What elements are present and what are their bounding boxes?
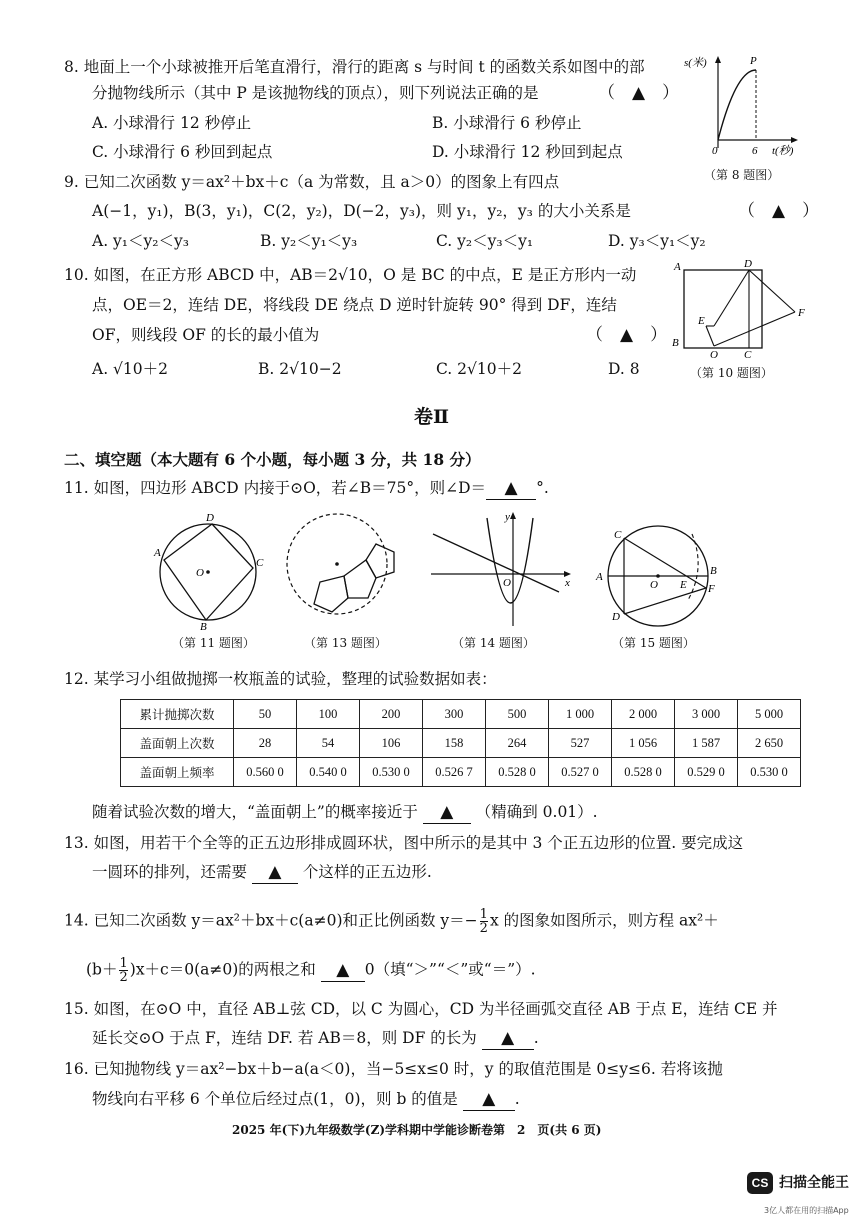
- q13-line2: [92, 861, 432, 884]
- q15-line2: [92, 1027, 539, 1050]
- q12-table-cell: 106: [360, 729, 423, 758]
- q13-pentagon-3: [314, 576, 348, 612]
- q12-table-cell: 3 000: [675, 700, 738, 729]
- q15-label-d: D: [612, 611, 620, 623]
- q10-figure: [670, 258, 812, 364]
- q11-label-d: D: [206, 512, 214, 524]
- q8-y-label: s(米): [684, 57, 707, 69]
- section2-title: 卷Ⅱ: [414, 406, 450, 428]
- q10-line3: OF，则线段 OF 的长的最小值为: [92, 326, 320, 344]
- q12-table-cell: 2 650: [738, 729, 801, 758]
- q12-table-cell: 100: [297, 700, 360, 729]
- q14-line1-post: x 的图象如图所示，则方程 ax²＋: [489, 911, 719, 930]
- q10-line1: 10. 如图，在正方形 ABCD 中，AB＝2√10，O 是 BC 的中点，E 是正方形内一动: [64, 266, 637, 284]
- q12-table-cell: 527: [549, 729, 612, 758]
- q9-line2: A(−1，y₁)，B(3，y₁)，C(2，y₂)，D(−2，y₃)，则 y₁，y₂，y₃ 的大小关系是: [92, 202, 631, 220]
- q9-option-a: A. y₁＜y₂＜y₃: [92, 232, 189, 250]
- q12-table-cell: 0.528 0: [486, 758, 549, 787]
- scanner-app-name: 扫描全能王: [779, 1175, 849, 1191]
- q10-label-b: B: [672, 337, 679, 349]
- q11-stem: 11. 如图，四边形 ABCD 内接于⊙O，若∠B＝75°，则∠D＝: [64, 479, 487, 497]
- q12-table-cell: 0.540 0: [297, 758, 360, 787]
- q8-x-label: t(秒): [772, 145, 794, 157]
- q12-table-cell: 158: [423, 729, 486, 758]
- q12-table-cell: 264: [486, 729, 549, 758]
- q8-option-b: B. 小球滑行 6 秒停止: [432, 114, 582, 132]
- q14-x-label: x: [565, 577, 570, 589]
- q12-table-row: [121, 700, 801, 729]
- q14-fraction-2: [119, 957, 127, 984]
- q15-blank: ▲: [482, 1027, 534, 1050]
- q14-line2-pre: (b＋: [86, 960, 118, 979]
- q14-line2-post: 0（填“＞”“＜”或“＝”）.: [364, 960, 536, 979]
- q12-table-cell: 0.528 0: [612, 758, 675, 787]
- q16-line1: 16. 已知抛物线 y＝ax²−bx＋b−a(a＜0)，当−5≤x≤0 时，y 的取值范围是 0≤y≤6. 若将该抛: [64, 1060, 723, 1078]
- q11-suffix: °.: [536, 479, 549, 497]
- q11-label-b: B: [200, 621, 207, 630]
- q11-label-o: O: [196, 567, 204, 579]
- q9-option-d: D. y₃＜y₁＜y₂: [608, 232, 706, 250]
- q15-label-a: A: [596, 571, 603, 583]
- q12-table-cell: 50: [234, 700, 297, 729]
- q8-parabola: [718, 70, 756, 140]
- q12-row-label: 盖面朝上频率: [121, 758, 234, 787]
- scanner-logo: CS: [747, 1172, 773, 1194]
- q12-blank: ▲: [423, 801, 471, 824]
- q12-text: 12. 某学习小组做抛掷一枚瓶盖的试验，整理的试验数据如表：: [64, 670, 497, 688]
- q12-table-row: [121, 758, 801, 787]
- q12-follow-post: （精确到 0.01）.: [475, 803, 598, 821]
- q8-option-c: C. 小球滑行 6 秒回到起点: [92, 143, 273, 161]
- q12-table-cell: 28: [234, 729, 297, 758]
- q10-answer-slot: （ ▲ ）: [586, 325, 668, 345]
- q12-table-cell: 1 000: [549, 700, 612, 729]
- q14-frac2-num: 1: [119, 956, 128, 971]
- q9-option-b: B. y₂＜y₁＜y₃: [260, 232, 358, 250]
- q16-line2-post: .: [514, 1090, 520, 1108]
- q12-table-cell: 54: [297, 729, 360, 758]
- q15-label-o: O: [650, 579, 658, 591]
- q12-table-cell: 500: [486, 700, 549, 729]
- q14-line1-pre: 14. 已知二次函数 y＝ax²＋bx＋c(a≠0)和正比例函数 y＝−: [64, 911, 478, 930]
- q14-parabola: [487, 518, 533, 603]
- q15-line2-pre: 延长交⊙O 于点 F，连结 DF. 若 AB＝8，则 DF 的长为: [92, 1029, 477, 1047]
- q12-table-cell: 1 587: [675, 729, 738, 758]
- page-footer: 2025 年(下)九年级数学(Z)学科期中学能诊断卷第 2 页(共 6 页): [232, 1123, 602, 1137]
- q8-line1: 8. 地面上一个小球被推开后笔直滑行，滑行的距离 s 与时间 t 的函数关系如图中的部: [64, 58, 645, 76]
- q10-label-o: O: [710, 349, 718, 361]
- q10-option-b: B. 2√10−2: [258, 360, 342, 378]
- q12-table-cell: 0.529 0: [675, 758, 738, 787]
- q14-figure: [425, 508, 575, 630]
- q15-line2-post: .: [533, 1029, 539, 1047]
- q15-label-e: E: [680, 579, 687, 591]
- q13-fig-caption: （第 13 题图）: [304, 636, 387, 650]
- q16-line2-pre: 物线向右平移 6 个单位后经过点(1，0)，则 b 的值是: [92, 1090, 458, 1108]
- q10-label-c: C: [744, 349, 752, 361]
- q14-frac-den: 2: [479, 921, 488, 936]
- q11-figure: [148, 508, 273, 630]
- q14-blank: ▲: [321, 959, 365, 982]
- q14-fig-caption: （第 14 题图）: [452, 636, 535, 650]
- q10-line2: 点，OE＝2，连结 DE，将线段 DE 绕点 D 逆时针旋转 90° 得到 DF，连结: [92, 296, 617, 314]
- q11-blank: ▲: [486, 477, 536, 500]
- q12-table-cell: 200: [360, 700, 423, 729]
- q9-answer-slot: （ ▲ ）: [738, 201, 820, 221]
- q8-line2: 分抛物线所示（其中 P 是该抛物线的顶点），则下列说法正确的是: [92, 84, 539, 102]
- q15-fig-caption: （第 15 题图）: [612, 636, 695, 650]
- q12-table-cell: 2 000: [612, 700, 675, 729]
- q8-answer-slot: （ ▲ ）: [598, 83, 680, 103]
- q12-table-cell: 0.560 0: [234, 758, 297, 787]
- q13-blank: ▲: [252, 861, 298, 884]
- q13-line1: 13. 如图，用若干个全等的正五边形排成圆环状，图中所示的是其中 3 个正五边形的位置. 要完成这: [64, 834, 744, 852]
- q13-pentagon-2: [344, 560, 376, 598]
- q16-line2: [92, 1088, 520, 1111]
- q12-table-row: [121, 729, 801, 758]
- q9-line1: 9. 已知二次函数 y＝ax²＋bx＋c（a 为常数，且 a＞0）的图象上有四点: [64, 173, 560, 191]
- q8-option-a: A. 小球滑行 12 秒停止: [92, 114, 252, 132]
- q11-label-a: A: [154, 547, 161, 559]
- q8-option-d: D. 小球滑行 12 秒回到起点: [432, 143, 623, 161]
- q10-option-a: A. √10＋2: [92, 360, 169, 378]
- q12-follow: [92, 801, 598, 824]
- q14-frac-num: 1: [479, 907, 488, 922]
- q12-table-cell: 1 056: [612, 729, 675, 758]
- q12-table-cell: 0.527 0: [549, 758, 612, 787]
- q8-figure: [676, 50, 811, 162]
- q14-line1: [64, 908, 719, 935]
- q11-fig-caption: （第 11 题图）: [172, 636, 255, 650]
- q15-figure: [588, 508, 728, 630]
- q12-table-cell: 0.526 7: [423, 758, 486, 787]
- q14-line2-mid: )x＋c＝0(a≠0)的两根之和: [129, 960, 316, 979]
- q10-fig-caption: （第 10 题图）: [690, 366, 773, 380]
- q8-origin-label: 0: [712, 145, 718, 157]
- q14-frac2-den: 2: [119, 970, 128, 985]
- q15-label-c: C: [614, 529, 622, 541]
- part2-header: 二、填空题（本大题有 6 个小题，每小题 3 分，共 18 分）: [64, 450, 481, 469]
- q12-table-cell: 0.530 0: [360, 758, 423, 787]
- q12-table-cell: 300: [423, 700, 486, 729]
- q12-follow-pre: 随着试验次数的增大，“盖面朝上”的概率接近于: [92, 803, 418, 821]
- q10-label-f: F: [798, 307, 805, 319]
- q10-square: [684, 270, 762, 348]
- q13-figure: [282, 508, 417, 630]
- q10-option-d: D. 8: [608, 360, 640, 378]
- q12-table: [120, 699, 801, 787]
- q8-vertex-label: P: [750, 55, 757, 67]
- scanner-tagline: 3亿人都在用的扫描App: [764, 1206, 849, 1215]
- q13-line2-post: 个这样的正五边形.: [302, 863, 432, 881]
- q14-y-label: y: [505, 511, 510, 523]
- q14-fraction: [480, 908, 488, 935]
- q13-pentagon-1: [366, 544, 394, 578]
- q9-option-c: C. y₂＜y₃＜y₁: [436, 232, 534, 250]
- q15-label-f: F: [708, 583, 715, 595]
- q14-line2: [86, 957, 536, 984]
- q12-row-label: 累计抛掷次数: [121, 700, 234, 729]
- q15-label-b: B: [710, 565, 717, 577]
- q16-blank: ▲: [463, 1088, 515, 1111]
- q8-fig-caption: （第 8 题图）: [704, 168, 780, 182]
- q12-row-label: 盖面朝上次数: [121, 729, 234, 758]
- q10-label-e: E: [698, 315, 705, 327]
- q14-origin-label: O: [503, 577, 511, 589]
- q14-line: [433, 534, 559, 592]
- q8-x-tick: 6: [752, 145, 758, 157]
- q11-text: [64, 477, 549, 500]
- q10-option-c: C. 2√10＋2: [436, 360, 522, 378]
- q12-table-cell: 0.530 0: [738, 758, 801, 787]
- q15-line1: 15. 如图，在⊙O 中，直径 AB⊥弦 CD，以 C 为圆心，CD 为半径画弧交直径 AB 于点 E，连结 CE 并: [64, 1000, 778, 1018]
- q11-label-c: C: [256, 557, 264, 569]
- q12-table-cell: 5 000: [738, 700, 801, 729]
- q13-line2-pre: 一圆环的排列，还需要: [92, 863, 248, 881]
- q10-label-a: A: [674, 261, 681, 273]
- q10-label-d: D: [744, 258, 752, 270]
